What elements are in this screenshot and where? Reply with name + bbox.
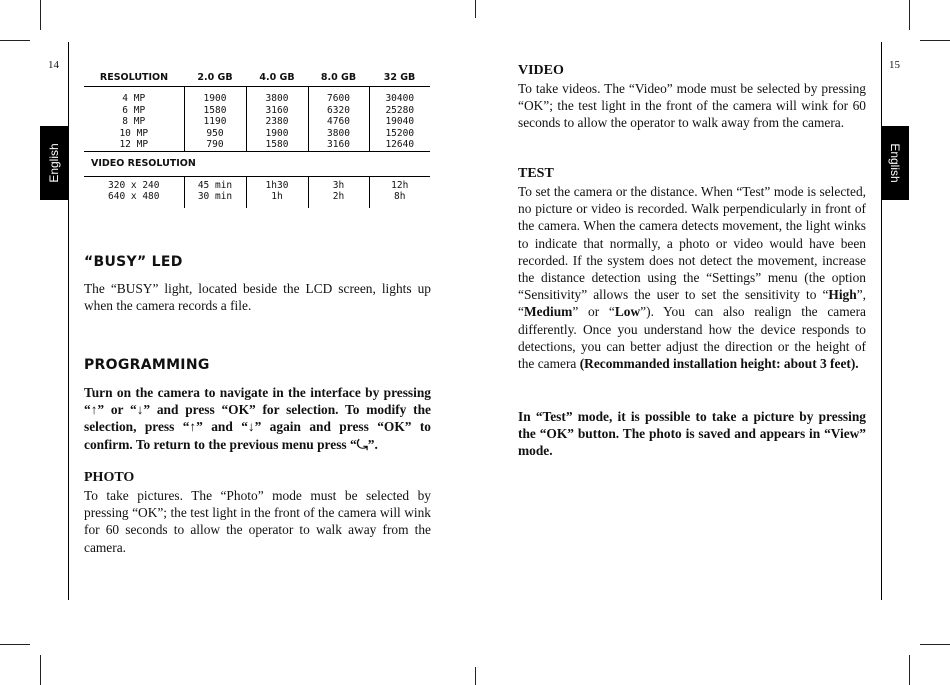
table-cell: 15200	[369, 128, 430, 140]
table-row	[84, 180, 430, 192]
table-row	[84, 139, 430, 151]
table-cell: 6 MP	[122, 104, 146, 116]
table-cell: 12h	[369, 180, 430, 192]
table-header: 4.0 GB	[246, 69, 308, 87]
busy-led-text: The “BUSY” light, located beside the LCD screen, lights up when the camera records a file.	[84, 281, 431, 314]
table-cell: 4 MP	[122, 93, 146, 104]
page-edge-left	[68, 42, 69, 600]
table-cell: 7600	[308, 93, 369, 105]
table-cell: 1580	[184, 105, 246, 117]
crop-mark	[920, 40, 950, 41]
table-header: 8.0 GB	[308, 69, 369, 87]
language-tab-right	[881, 126, 909, 200]
table-cell: 4760	[308, 116, 369, 128]
test-text-part: ” or “	[572, 304, 615, 320]
table-header: RESOLUTION	[84, 69, 184, 87]
table-row	[84, 105, 430, 117]
page-number-right: 15	[889, 59, 900, 71]
installation-height-note: (Recommanded installation height: about 3 feet).	[579, 356, 859, 372]
test-text-part: To set the camera or the distance. When “Test” mode is selected, no picture or video is recorded. Walk perpendicularly in front of the camera. When the camera detects movement, the light winks to indicate that normally, a photo or video would have been recorded. If the system does not detect the movement, increase the distance detection using the “Settings” menu (the option “Sensitivity” allows the user to set the sensitivity to “	[518, 184, 866, 303]
high-option: High	[828, 287, 857, 303]
table-cell: 30400	[369, 93, 430, 105]
programming-text: Turn on the camera to navigate in the interface by pressing “↑” or “↓” and press “OK” for selection. To modify the selection, press “↑” and “↓” again and press “OK” to confirm. To return to the previous menu press “⤿”.	[84, 385, 431, 452]
crop-mark	[475, 667, 476, 685]
table-cell: 1900	[184, 93, 246, 105]
crop-mark	[40, 0, 41, 30]
video-heading: VIDEO	[518, 63, 564, 78]
table-cell: 3800	[308, 128, 369, 140]
table-row	[84, 191, 430, 203]
table-cell: 3160	[308, 139, 369, 151]
table-cell: 2380	[246, 116, 308, 128]
table-cell: 8 MP	[122, 116, 146, 127]
table-cell: 2h	[308, 191, 369, 203]
busy-led-heading: “BUSY” LED	[84, 254, 183, 270]
crop-mark	[909, 0, 910, 30]
table-cell: 1h30	[246, 180, 308, 192]
table-cell: 1580	[246, 139, 308, 151]
table-header: 32 GB	[369, 69, 430, 87]
crop-mark	[40, 655, 41, 685]
test-heading: TEST	[518, 166, 554, 181]
table-row	[84, 116, 430, 128]
table-cell: 12640	[369, 139, 430, 151]
test-text-part: ”, “	[518, 287, 866, 320]
table-cell: 1900	[246, 128, 308, 140]
table-cell: 790	[184, 139, 246, 151]
photo-heading: PHOTO	[84, 470, 135, 485]
table-cell: 3h	[308, 180, 369, 192]
table-cell: 6320	[308, 105, 369, 117]
crop-mark	[909, 655, 910, 685]
table-cell: 8h	[369, 191, 430, 203]
table-row	[84, 128, 430, 140]
language-tab-left	[40, 126, 68, 200]
table-cell: 950	[184, 128, 246, 140]
crop-mark	[0, 40, 30, 41]
table-cell: 25280	[369, 105, 430, 117]
capacity-table	[84, 69, 430, 208]
table-row	[84, 93, 430, 105]
table-cell: 30 min	[184, 191, 246, 203]
video-text: To take videos. The “Video” mode must be selected by pressing “OK”; the test light in the front of the camera will wink for 60 seconds to allow the operator to walk away from the camera.	[518, 81, 866, 131]
video-header-row	[84, 151, 430, 176]
table-spacer	[84, 203, 430, 208]
table-cell: 3160	[246, 105, 308, 117]
table-cell: 45 min	[184, 180, 246, 192]
table-header: 2.0 GB	[184, 69, 246, 87]
programming-heading: PROGRAMMING	[84, 357, 210, 373]
medium-option: Medium	[523, 304, 573, 320]
table-cell: 1190	[184, 116, 246, 128]
table-cell: 10 MP	[119, 127, 149, 139]
test-mode-note: In “Test” mode, it is possible to take a picture by pressing the “OK” button. The photo is saved and appears in “View” mode.	[518, 409, 866, 459]
language-tab-label: English	[47, 143, 61, 183]
page-number-left: 14	[48, 59, 59, 71]
crop-mark	[475, 0, 476, 18]
test-text-part: ”). You can also realign the camera differently. Once you understand how the device responds to detections, you can better adjust the direction or the height of the camera	[518, 304, 866, 372]
table-cell: 1h	[246, 191, 308, 203]
table-cell: 640 x 480	[108, 191, 160, 202]
table-cell: 3800	[246, 93, 308, 105]
crop-mark	[920, 644, 950, 645]
crop-mark	[0, 644, 30, 645]
table-cell: 19040	[369, 116, 430, 128]
test-text	[518, 183, 866, 372]
video-resolution-header: VIDEO RESOLUTION	[84, 151, 430, 176]
low-option: Low	[614, 304, 641, 320]
table-cell: 320 x 240	[108, 179, 160, 191]
table-cell: 12 MP	[84, 139, 184, 151]
table-header-row	[84, 69, 430, 87]
photo-text: To take pictures. The “Photo” mode must be selected by pressing “OK”; the test light in the front of the camera will wink for 60 seconds to allow the operator to walk away from the camera.	[84, 488, 431, 555]
language-tab-label: English	[888, 143, 902, 183]
